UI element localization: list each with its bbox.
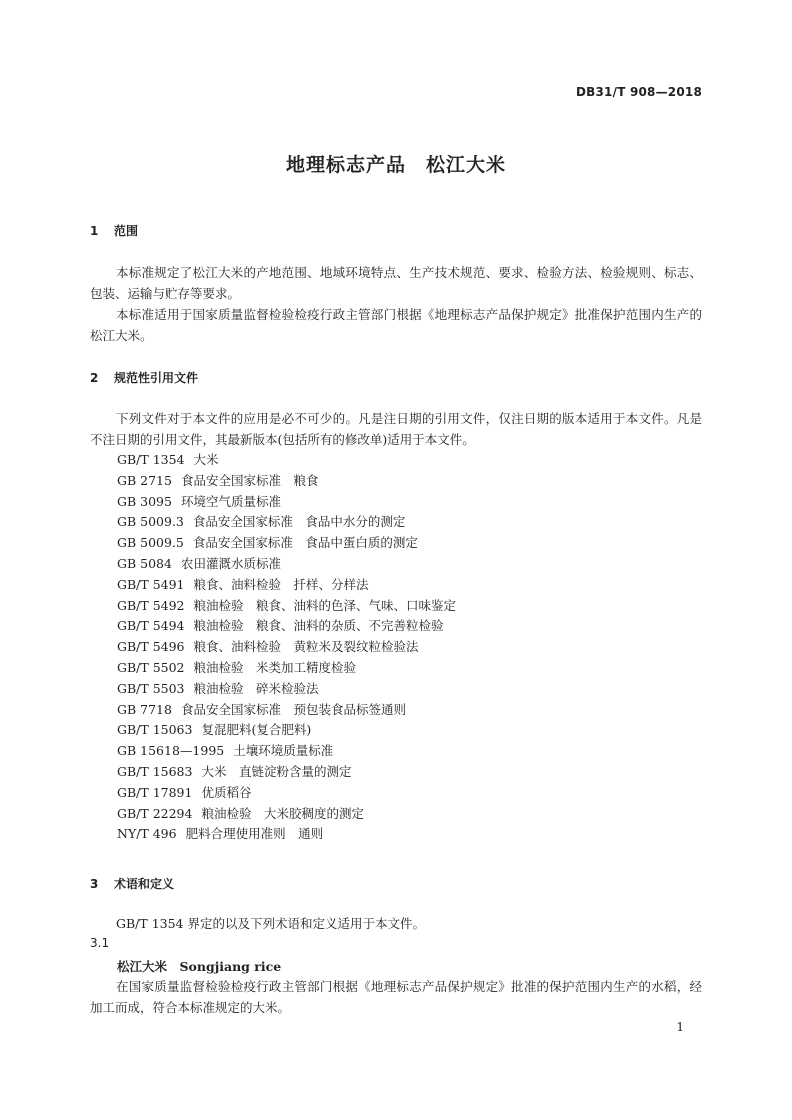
reference-code: GB/T 5502: [117, 659, 185, 675]
scope-paragraph-1: 本标准规定了松江大米的产地范围、地域环境特点、生产技术规范、要求、检验方法、检验规则、标志、包装、运输与贮存等要求。: [90, 265, 702, 301]
reference-item: [117, 512, 456, 533]
reference-item: [117, 720, 456, 741]
reference-code: GB/T 5496: [117, 639, 185, 655]
reference-code: GB/T 5494: [117, 618, 185, 634]
reference-code: GB 2715: [117, 472, 172, 488]
reference-title: 食品安全国家标准 食品中水分的测定: [192, 514, 406, 530]
reference-item: [117, 596, 456, 617]
section-number: 2: [90, 371, 99, 385]
reference-title: 农田灌溉水质标准: [180, 555, 281, 571]
reference-item: [117, 554, 456, 575]
reference-item: [117, 824, 456, 845]
reference-title: 复混肥料(复合肥料): [201, 722, 312, 738]
section-title: 术语和定义: [114, 877, 175, 891]
reference-item: [117, 783, 456, 804]
reference-title: 粮油检验 粮食、油料的杂质、不完善粒检验: [193, 618, 444, 634]
reference-item: [117, 700, 456, 721]
reference-item: [117, 471, 456, 492]
normative-intro: 下列文件对于本文件的应用是必不可少的。凡是注日期的引用文件，仅注日期的版本适用于本文件。凡是不注日期的引用文件，其最新版本(包括所有的修改单)适用于本文件。: [90, 411, 702, 447]
section-number: 3: [90, 877, 99, 891]
reference-code: GB/T 22294: [117, 805, 193, 821]
reference-title: 土壤环境质量标准: [233, 743, 334, 759]
reference-item: [117, 492, 456, 513]
reference-title: 粮油检验 碎米检验法: [193, 680, 319, 696]
reference-title: 粮油检验 粮食、油料的色泽、气味、口味鉴定: [193, 597, 457, 613]
reference-item: [117, 804, 456, 825]
reference-code: GB/T 15683: [117, 763, 193, 779]
section-heading-scope: [90, 222, 138, 239]
term-definition: 在国家质量监督检验检疫行政主管部门根据《地理标志产品保护规定》批准的保护范围内生产的水稻，经加工而成，符合本标准规定的大米。: [90, 979, 702, 1015]
reference-item: [117, 741, 456, 762]
reference-list: [117, 450, 456, 845]
reference-title: 大米 直链淀粉含量的测定: [201, 763, 352, 779]
page-number: 1: [676, 1020, 684, 1034]
reference-title: 优质稻谷: [201, 784, 252, 800]
reference-item: [117, 533, 456, 554]
reference-code: GB/T 5492: [117, 597, 185, 613]
reference-title: 食品安全国家标准 食品中蛋白质的测定: [192, 535, 418, 551]
reference-title: 粮油检验 大米胶稠度的测定: [201, 805, 364, 821]
reference-code: GB/T 1354: [117, 452, 185, 467]
reference-code: GB 5009.3: [117, 514, 184, 530]
section-number: 1: [90, 224, 99, 238]
reference-title: 粮油检验 米类加工精度检验: [193, 659, 357, 675]
reference-title: 大米: [193, 452, 219, 467]
reference-code: GB 5084: [117, 555, 172, 571]
reference-title: 粮食、油料检验 扦样、分样法: [193, 576, 369, 592]
reference-title: 环境空气质量标准: [180, 493, 281, 509]
reference-code: GB 5009.5: [117, 535, 184, 551]
reference-code: GB/T 17891: [117, 784, 193, 800]
reference-code: GB/T 5503: [117, 680, 185, 696]
document-title: 地理标志产品 松江大米: [285, 154, 506, 176]
reference-code: GB/T 15063: [117, 722, 193, 738]
terms-intro: GB/T 1354 界定的以及下列术语和定义适用于本文件。: [116, 916, 425, 931]
section-heading-terms: [90, 875, 174, 892]
reference-item: [117, 637, 456, 658]
reference-item: [117, 450, 456, 471]
reference-code: GB 15618—1995: [117, 743, 225, 759]
section-title: 规范性引用文件: [114, 371, 199, 385]
reference-item: [117, 679, 456, 700]
reference-title: 食品安全国家标准 预包装食品标签通则: [180, 701, 406, 717]
reference-item: [117, 762, 456, 783]
reference-title: 粮食、油料检验 黄粒米及裂纹粒检验法: [193, 639, 419, 655]
reference-title: 肥料合理使用准则 通则: [185, 826, 324, 842]
reference-code: GB/T 5491: [117, 576, 185, 592]
reference-item: [117, 658, 456, 679]
section-title: 范围: [114, 224, 139, 238]
reference-title: 食品安全国家标准 粮食: [180, 472, 319, 488]
term-heading: 松江大米 Songjiang rice: [117, 959, 282, 974]
clause-number: 3.1: [90, 936, 110, 950]
section-heading-normative: [90, 369, 198, 386]
reference-item: [117, 616, 456, 637]
reference-item: [117, 575, 456, 596]
standard-code: DB31/T 908—2018: [576, 85, 702, 99]
scope-paragraph-2: 本标准适用于国家质量监督检验检疫行政主管部门根据《地理标志产品保护规定》批准保护范围内生产的松江大米。: [90, 307, 702, 343]
reference-code: GB 7718: [117, 701, 172, 717]
reference-code: GB 3095: [117, 493, 172, 509]
reference-code: NY/T 496: [117, 826, 177, 842]
